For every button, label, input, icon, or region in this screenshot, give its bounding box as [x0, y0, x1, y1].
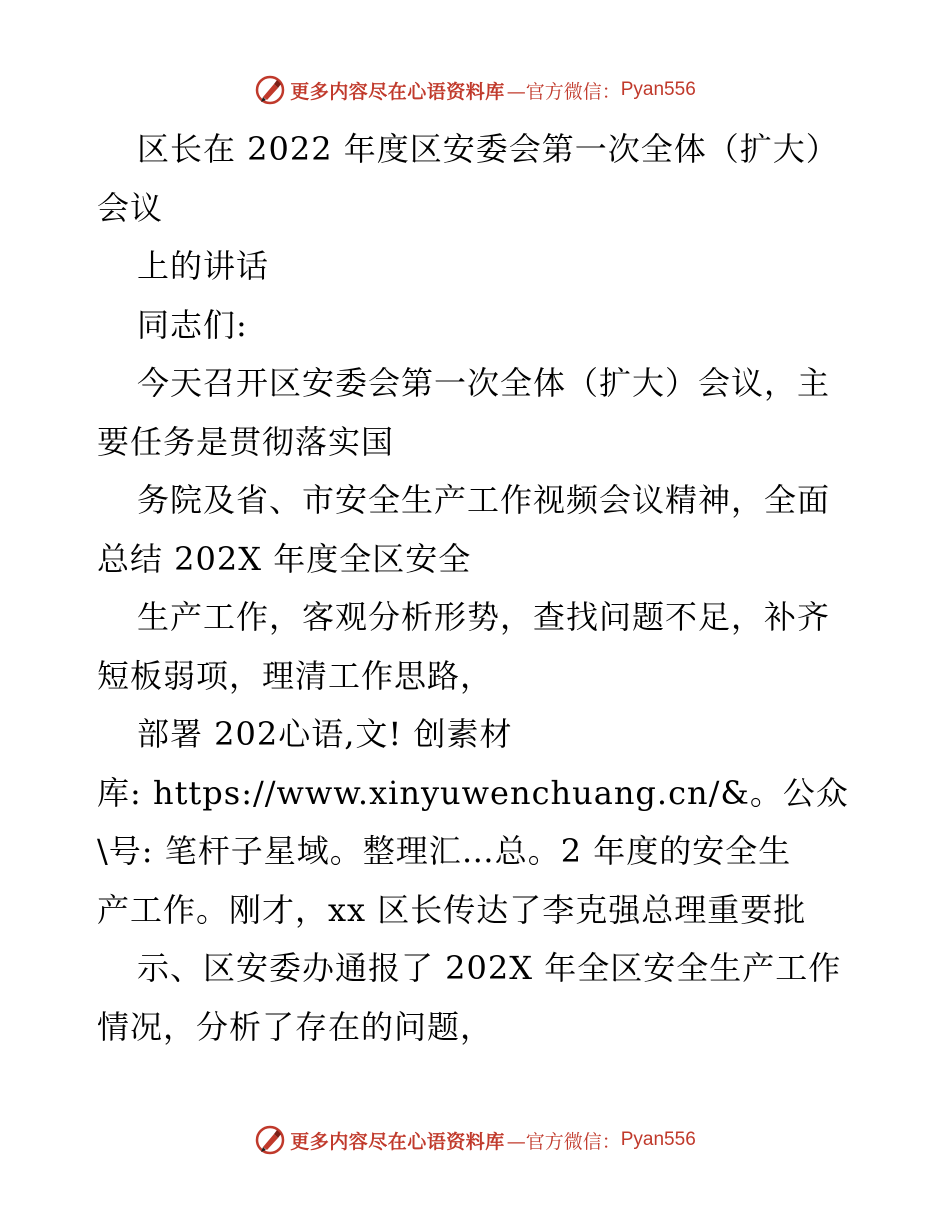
body-line: 区长在 2022 年度区安委会第一次全体（扩大） [137, 130, 839, 168]
body-line: 库: https://www.xinyuwenchuang.cn/&。公众 [97, 773, 849, 812]
body-line: 部署 202心语,文! 创素材 [137, 715, 513, 753]
banner-main-text: 更多内容尽在心语资料库 [290, 1130, 505, 1153]
body-line: 要任务是贯彻落实国 [97, 422, 395, 461]
pen-logo-icon [254, 1124, 286, 1156]
header-banner [0, 70, 950, 110]
body-line: 今天召开区安委会第一次全体（扩大）会议，主 [137, 364, 831, 402]
body-line: 短板弱项，理清工作思路， [97, 656, 494, 695]
body-line: 示、区安委办通报了 202X 年全区安全生产工作 [137, 949, 842, 987]
body-line: \号: 笔杆子星域。整理汇…总。2 年度的安全生 [97, 832, 792, 870]
banner-sub-text: —官方微信： [506, 80, 621, 103]
body-line: 总结 202X 年度全区安全 [97, 539, 472, 578]
banner-wechat-id: Pyan556 [620, 79, 696, 100]
body-line: 上的讲话 [137, 247, 270, 285]
body-line: 同志们: [137, 305, 248, 344]
pen-logo-icon [254, 74, 286, 106]
body-line: 务院及省、市安全生产工作视频会议精神，全面 [137, 481, 831, 519]
footer-banner [0, 1120, 950, 1160]
banner-wechat-id: Pyan556 [620, 1129, 696, 1150]
banner-main-text: 更多内容尽在心语资料库 [290, 80, 505, 103]
document-body [97, 120, 857, 1056]
body-line: 产工作。刚才，xx 区长传达了李克强总理重要批 [97, 890, 807, 929]
banner-sub-text: —官方微信： [506, 1130, 621, 1153]
body-line: 情况，分析了存在的问题， [97, 1007, 494, 1046]
body-line: 会议 [97, 188, 164, 227]
body-line: 生产工作，客观分析形势，查找问题不足，补齐 [137, 598, 831, 636]
